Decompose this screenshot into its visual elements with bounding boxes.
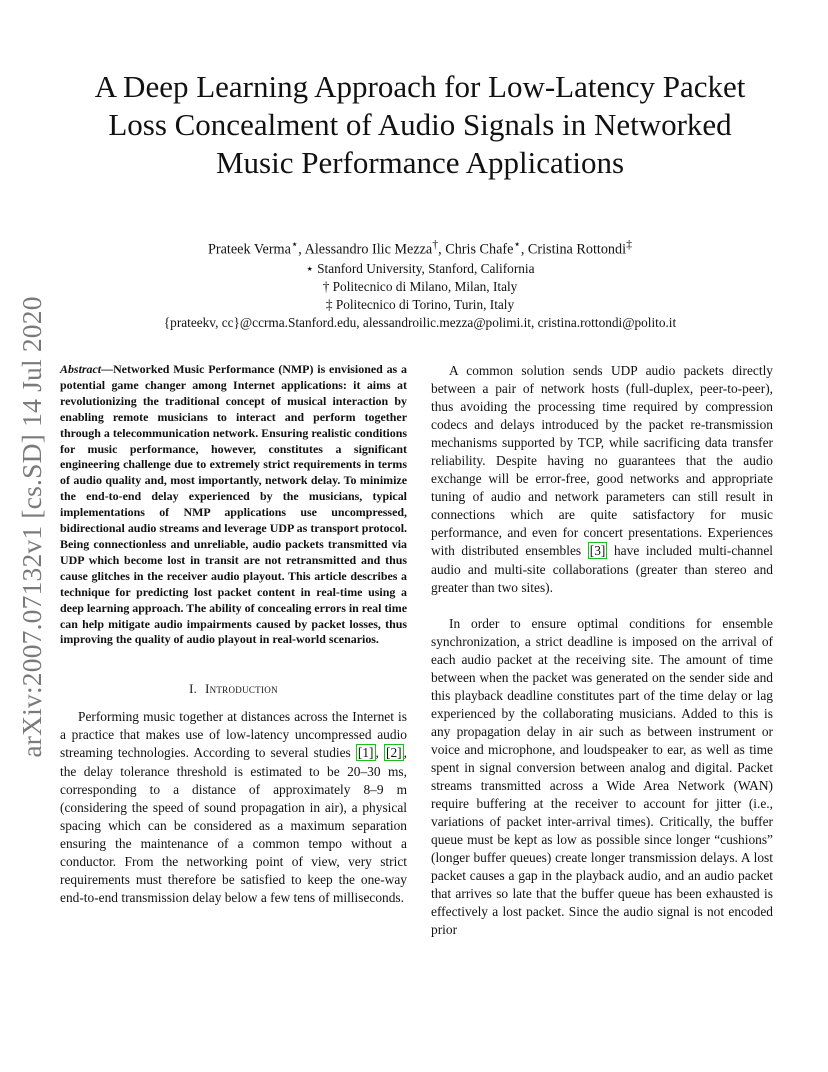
paragraph-text: A common solution sends UDP audio packets directly between a pair of network hosts (full-duplex, peer-to-peer), thus avoiding the processing time required by compression codecs and delays introduced by the packet re-transmission mechanisms supported by TCP, while sacrificing data transfer reliability. Despite having no guarantees that the audio exchange will be error-free, good networks and appropriate tuning of audio and network parameters can still result in connections which are quite satisfactory for music performance, and even for concert presentations. Experiences with distributed ensembles: [431, 363, 773, 559]
affiliation-polimi: † Politecnico di Milano, Milan, Italy: [322, 278, 518, 294]
citation-link-2[interactable]: [2]: [386, 745, 402, 761]
author-name: Cristina Rottondi: [527, 241, 627, 258]
section-heading-introduction: [60, 680, 407, 698]
citation-link-3[interactable]: [3]: [589, 543, 606, 559]
author-emails: {prateekv, cc}@ccrma.Stanford.edu, alessandroilic.mezza@polimi.it, cristina.rottondi@polito.it: [163, 314, 677, 330]
abstract-label: Abstract: [60, 362, 102, 376]
author-separator: ,: [520, 241, 528, 258]
synchronization-paragraph: In order to ensure optimal conditions for ensemble synchronization, a strict deadline is imposed on the arrival of each audio packet at the receiving site. The amount of time between when the packet was generated on the sender side and this playback deadline constitutes part of the time delay or lag experienced by the collaborating musicians. Added to this is any propagation delay in air such as between instrument or voice and microphone, and loudspeaker to ear, as well as time spent in signal conversion between analog and digital. Packet streams transmitted across a Wide Area Network (WAN) require buffering at the receiver to account for jitter (i.e., variations of packet inter-arrival times). Critically, the buffer queue must be kept as low as possible since longer “cushions” (longer buffer queues) create longer transmission delays. A lost packet causes a gap in the playback audio, and an audio packet that arrives so late that the buffer queue has been exhausted is effectively a lost packet. Since the audio signal is not encoded prior: [431, 615, 773, 938]
author-separator: ,: [438, 241, 446, 258]
citation-link-1[interactable]: [1]: [357, 745, 374, 761]
paper-title: [40, 68, 800, 182]
title-line-3: Music Performance Applications: [215, 145, 625, 180]
affiliation-mark: ‡: [626, 237, 632, 251]
affiliation-polito: ‡ Politecnico di Torino, Turin, Italy: [325, 296, 515, 312]
title-line-2: Loss Concealment of Audio Signals in Networked: [108, 107, 732, 142]
paragraph-text: have included multi-channel audio and multi-site collaborations (greater than stereo and greater than two sites).: [431, 543, 773, 595]
paragraph-text: ,: [375, 745, 385, 761]
author-name: Chris Chafe: [445, 241, 514, 258]
affiliation-mark: ⋆: [290, 237, 299, 251]
intro-paragraph: [60, 708, 407, 907]
author-name: Alessandro Ilic Mezza: [304, 241, 433, 258]
abstract-text: —Networked Music Performance (NMP) is envisioned as a potential game changer among Internet applications: it aims at revolutionizing the traditional concept of musical interaction by enabling remote musicians to interact and perform together through a telecommunication network. Ensuring realistic conditions for music performance, however, constitutes a significant engineering challenge due to extremely strict requirements in terms of audio quality and, most importantly, network delay. To minimize the end-to-end delay experienced by the musicians, typical implementations of NMP applications use uncompressed, bidirectional audio streams and leverage UDP as transport protocol. Being connectionless and unreliable, audio packets transmitted via UDP which become lost in transit are not retransmitted and thus cause glitches in the receiver audio playout. This article describes a technique for predicting lost packet content in real-time using a deep learning approach. The ability of concealing errors in real time can help mitigate audio impairments caused by packet losses, thus improving the quality of audio playout in real-world scenarios.: [60, 362, 407, 647]
author-name: Prateek Verma: [208, 241, 291, 258]
paragraph-text: Performing music together at distances across the Internet is a practice that makes use of low-latency uncompressed audio streaming technologies. According to several studies: [60, 709, 407, 761]
abstract: [60, 362, 407, 648]
section-number: I.: [189, 682, 198, 697]
affiliation-mark: ⋆: [513, 237, 521, 251]
paragraph-text: , the delay tolerance threshold is estimated to be 20–30 ms, corresponding to a distance of approximately 8–9 m (considering the speed of sound propagation in air), a physical spacing which can be considered as a maximum separation ensuring the maintenance of a common tempo without a conductor. From the networking point of view, very strict requirements must therefore be satisfied to keep the one-way end-to-end transmission delay below a few tens of milliseconds.: [60, 745, 407, 905]
author-block: [40, 235, 800, 332]
udp-paragraph: [431, 362, 773, 597]
left-column: [60, 362, 407, 907]
author-separator: ,: [298, 241, 305, 258]
title-line-1: A Deep Learning Approach for Low-Latency Packet: [94, 69, 746, 104]
section-title: Introduction: [205, 682, 278, 697]
right-column: [431, 362, 773, 939]
arxiv-identifier-text: arXiv:2007.07132v1 [cs.SD] 14 Jul 2020: [16, 296, 47, 758]
affiliation-mark: †: [432, 237, 439, 251]
author-names: [40, 235, 800, 259]
arxiv-identifier-stamp: [8, 292, 56, 762]
affiliation-stanford: ⋆ Stanford University, Stanford, California: [305, 260, 535, 276]
